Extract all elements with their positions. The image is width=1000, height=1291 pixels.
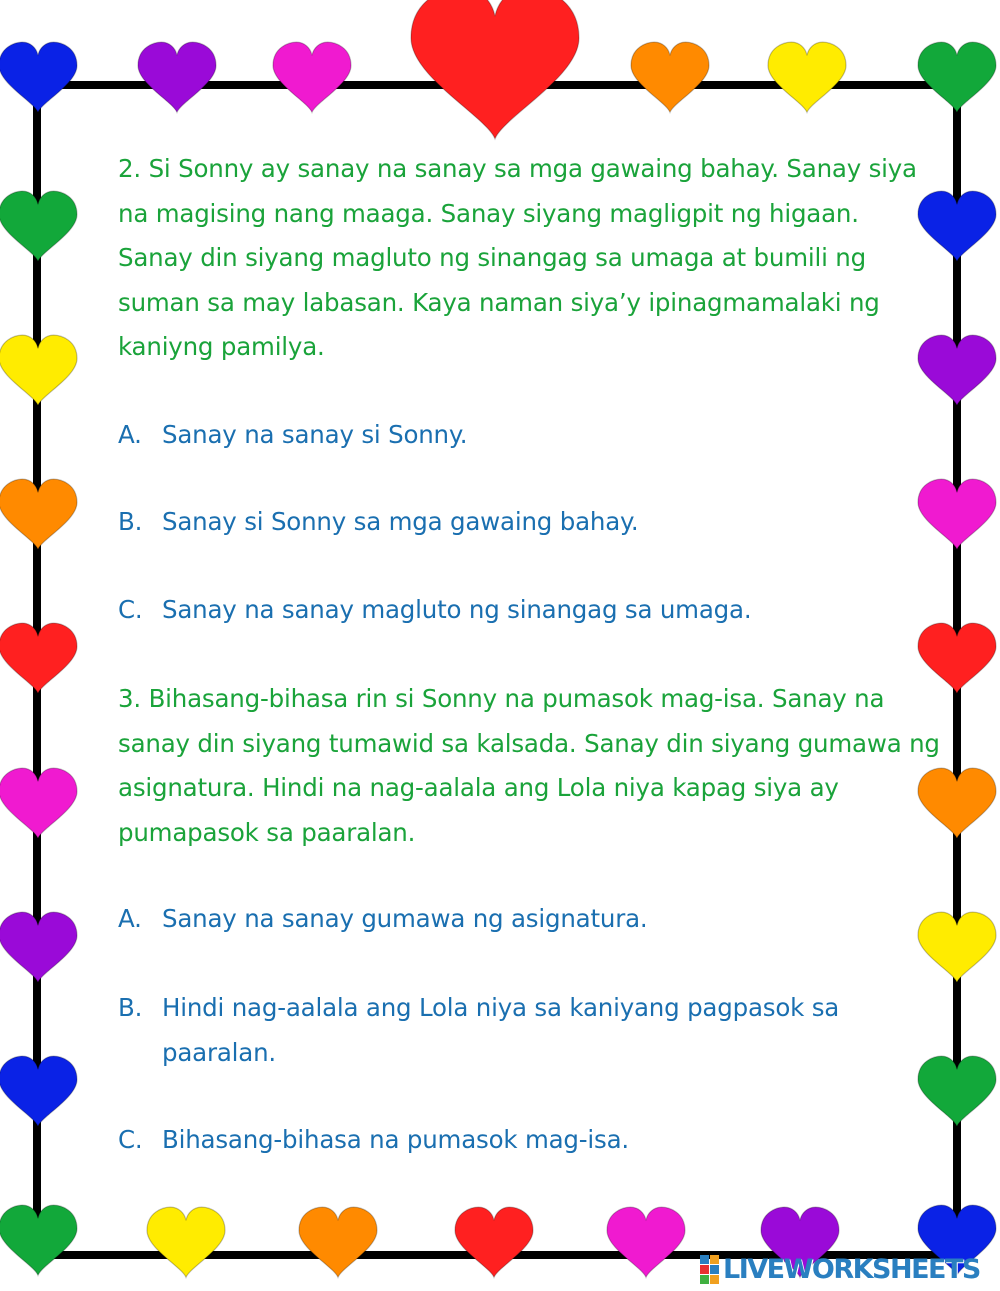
heart-icon	[411, 0, 579, 139]
heart-icon	[607, 1207, 685, 1277]
heart-icon	[0, 623, 77, 693]
liveworksheets-logo	[700, 1254, 980, 1284]
heart-icon	[0, 42, 77, 112]
option-letter: B.	[118, 507, 143, 536]
heart-icon	[768, 42, 846, 112]
logo-blocks-icon	[700, 1255, 719, 1284]
question-2-option-c[interactable]	[118, 588, 918, 633]
heart-icon	[138, 42, 216, 112]
question-2-passage: 2. Si Sonny ay sanay na sanay sa mga gawaing bahay. Sanay siya na magising nang maaga. Sanay siyang magligpit ng higaan. Sanay din siyang magluto ng sinangag sa umaga at bumili ng suman sa may labasan. Kaya naman siya’y ipinagmamalaki ng kaniyng pamilya.	[118, 154, 917, 361]
heart-icon	[0, 191, 77, 261]
question-3-option-a[interactable]	[118, 897, 918, 942]
heart-icon	[631, 42, 709, 112]
option-letter: A.	[118, 420, 142, 449]
option-letter: C.	[118, 595, 143, 624]
heart-icon	[0, 912, 77, 982]
question-3-passage: 3. Bihasang-bihasa rin si Sonny na pumasok mag-isa. Sanay na sanay din siyang tumawid sa kalsada. Sanay din siyang gumawa ng asignatura. Hindi na nag-aalala ang Lola niya kapag siya ay pumapasok sa paaralan.	[118, 684, 940, 847]
option-text: Sanay na sanay magluto ng sinangag sa umaga.	[162, 595, 752, 624]
heart-icon	[0, 1205, 77, 1275]
heart-icon	[299, 1207, 377, 1277]
heart-icon	[0, 768, 77, 838]
heart-icon	[0, 335, 77, 405]
heart-icon	[273, 42, 351, 112]
option-text: Bihasang-bihasa na pumasok mag-isa.	[162, 1125, 629, 1154]
option-text: Sanay si Sonny sa mga gawaing bahay.	[162, 507, 639, 536]
question-2-option-a[interactable]	[118, 413, 918, 458]
option-text: Sanay na sanay gumawa ng asignatura.	[162, 904, 648, 933]
question-2-option-b[interactable]	[118, 500, 918, 545]
logo-wordmark: LIVEWORKSHEETS	[723, 1253, 980, 1285]
question-3-option-b[interactable]	[118, 986, 918, 1075]
heart-icon	[455, 1207, 533, 1277]
heart-icon	[0, 1056, 77, 1126]
option-letter: A.	[118, 904, 142, 933]
option-letter: C.	[118, 1125, 143, 1154]
option-text: Hindi nag-aalala ang Lola niya sa kaniyang pagpasok sa paaralan.	[162, 993, 840, 1067]
heart-icon	[0, 479, 77, 549]
question-3-option-c[interactable]	[118, 1118, 918, 1163]
option-letter: B.	[118, 993, 143, 1022]
option-text: Sanay na sanay si Sonny.	[162, 420, 468, 449]
heart-icon	[147, 1207, 225, 1277]
heart-icon	[918, 42, 996, 112]
